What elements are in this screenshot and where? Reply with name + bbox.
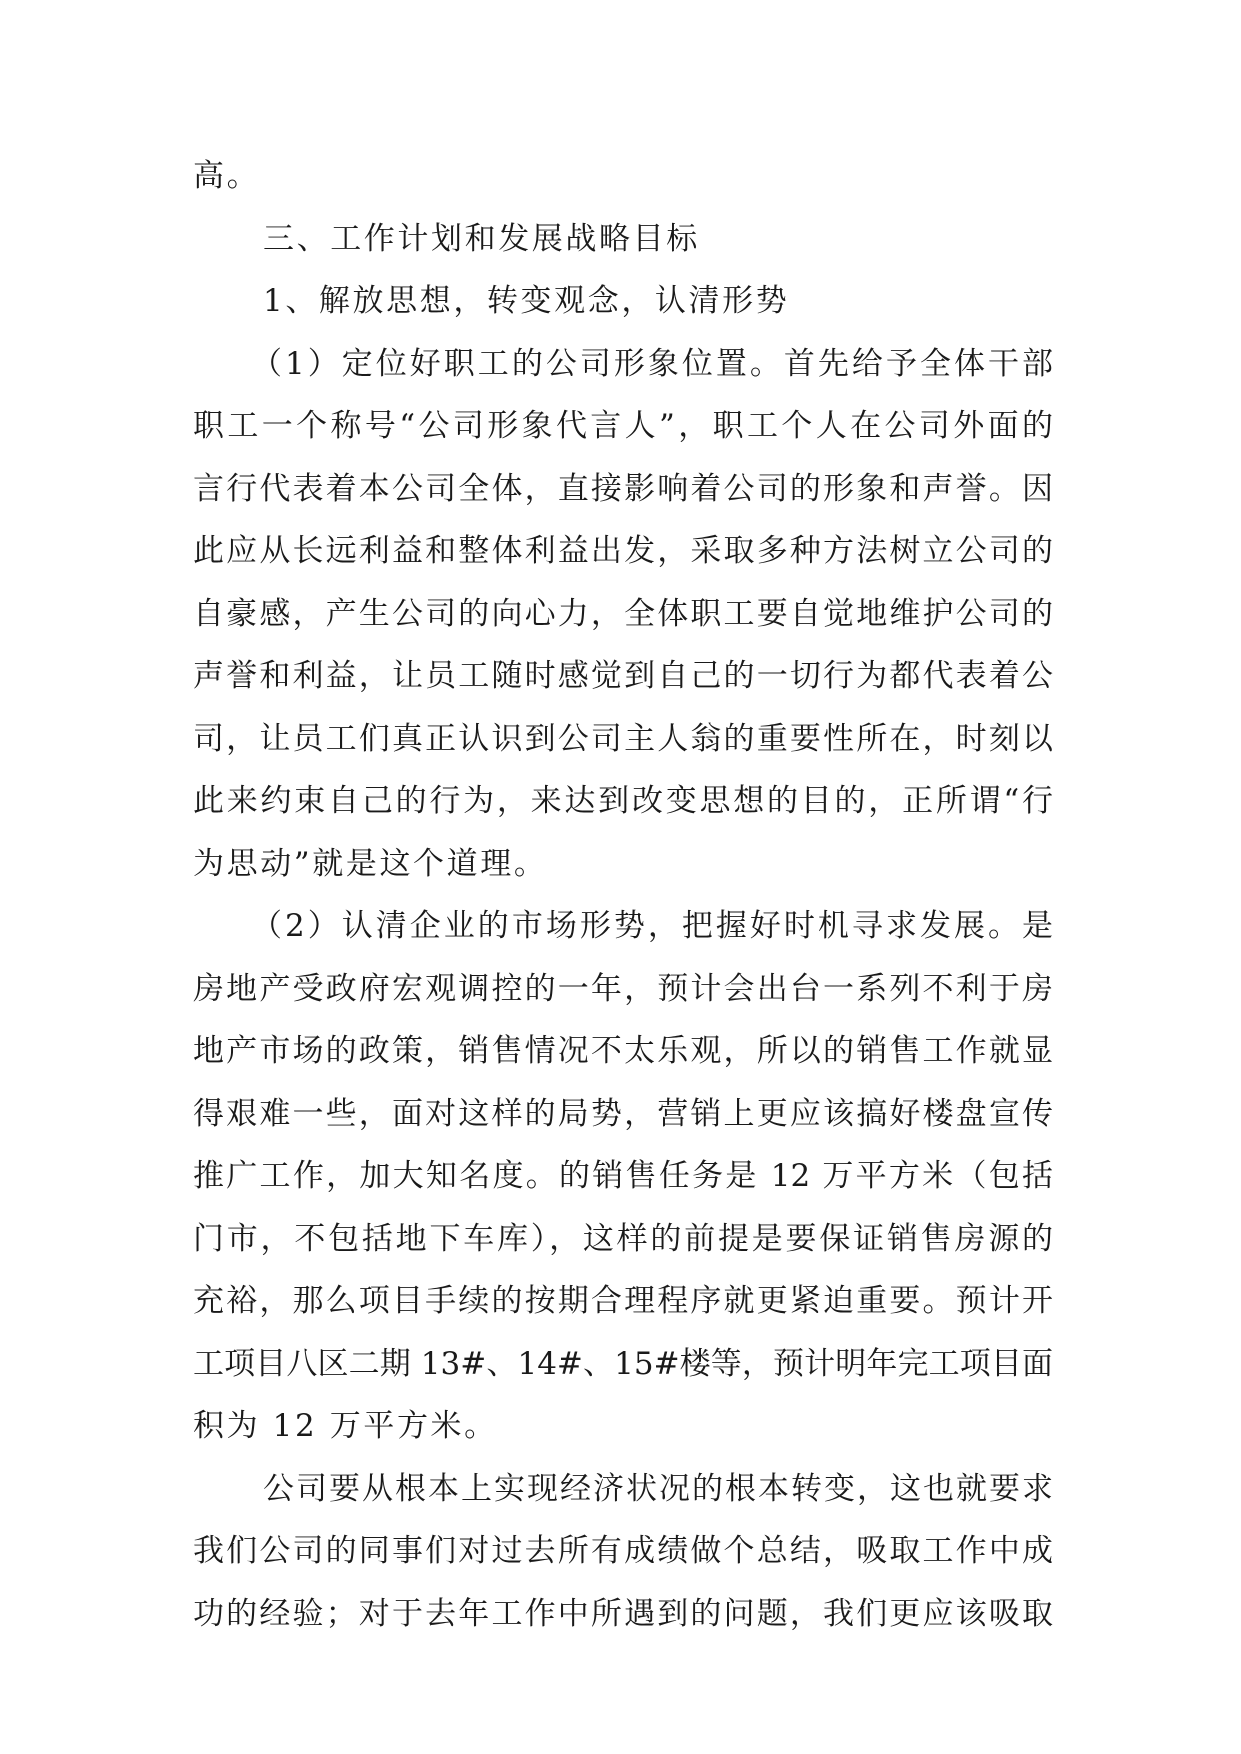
paragraph-line: 房地产受政府宏观调控的一年，预计会出台一系列不利于房 — [193, 970, 1053, 1007]
paragraph-line: 公司要从根本上实现经济状况的根本转变，这也就要求 — [263, 1470, 1053, 1507]
paragraph-line: 司，让员工们真正认识到公司主人翁的重要性所在，时刻以 — [193, 720, 1053, 757]
subsection-heading: 1、解放思想，转变观念，认清形势 — [263, 283, 790, 319]
paragraph-line: 充裕，那么项目手续的按期合理程序就更紧迫重要。预计开 — [193, 1283, 1053, 1319]
paragraph-line: 声誉和利益，让员工随时感觉到自己的一切行为都代表着公 — [193, 658, 1053, 694]
document-body — [193, 145, 1053, 1645]
paragraph-line: 言行代表着本公司全体，直接影响着公司的形象和声誉。因 — [193, 470, 1053, 507]
paragraph-line: 功的经验；对于去年工作中所遇到的问题，我们更应该吸取 — [193, 1595, 1053, 1632]
paragraph-line: 我们公司的同事们对过去所有成绩做个总结，吸取工作中成 — [193, 1533, 1053, 1569]
paragraph-line: （2）认清企业的市场形势，把握好时机寻求发展。是 — [251, 908, 1053, 944]
paragraph-line: 为思动”就是这个道理。 — [193, 845, 548, 882]
paragraph-line: 职工一个称号“公司形象代言人”，职工个人在公司外面的 — [193, 408, 1053, 444]
paragraph-line: 工项目八区二期 13#、14#、15#楼等，预计明年完工项目面 — [193, 1345, 1053, 1382]
paragraph-line: 地产市场的政策，销售情况不太乐观，所以的销售工作就显 — [193, 1033, 1053, 1069]
paragraph-line: 自豪感，产生公司的向心力，全体职工要自觉地维护公司的 — [193, 595, 1053, 632]
paragraph-line: 此来约束自己的行为，来达到改变思想的目的，正所谓“行 — [193, 783, 1053, 819]
paragraph-line: （1）定位好职工的公司形象位置。首先给予全体干部 — [251, 345, 1053, 382]
text-line: 高。 — [193, 158, 261, 194]
paragraph-line: 此应从长远利益和整体利益出发，采取多种方法树立公司的 — [193, 533, 1053, 569]
section-heading: 三、工作计划和发展战略目标 — [263, 220, 700, 257]
paragraph-line: 门市，不包括地下车库），这样的前提是要保证销售房源的 — [193, 1220, 1053, 1257]
paragraph-line: 得艰难一些，面对这样的局势，营销上更应该搞好楼盘宣传 — [193, 1095, 1053, 1132]
paragraph-line: 推广工作，加大知名度。的销售任务是 12 万平方米（包括 — [193, 1158, 1053, 1194]
paragraph-line: 积为 12 万平方米。 — [193, 1408, 498, 1444]
